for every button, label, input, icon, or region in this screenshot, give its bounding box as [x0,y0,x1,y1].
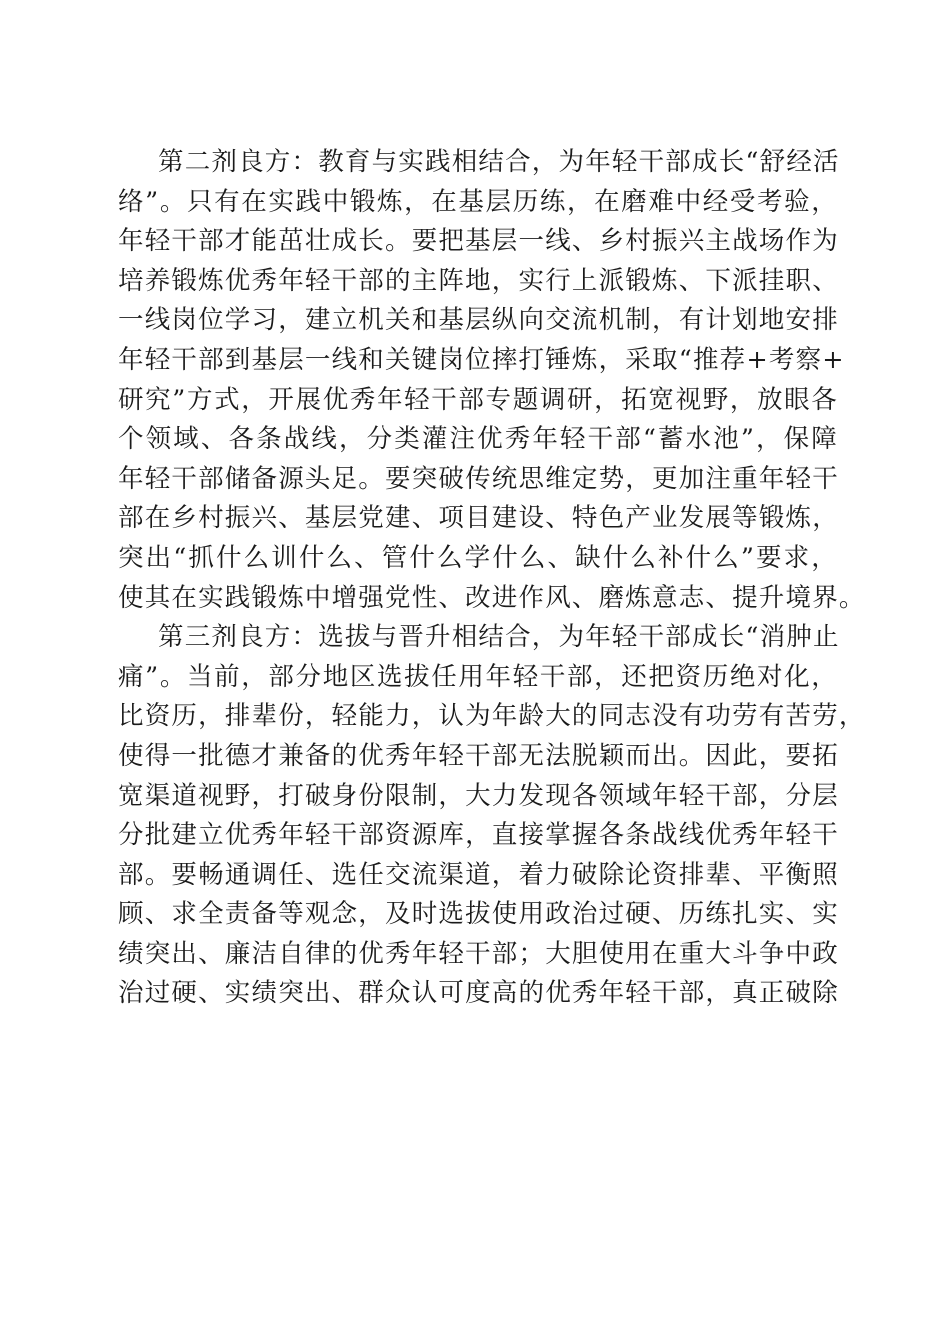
text-line: 第三剂良方：选拔与晋升相结合，为年轻干部成长“消肿止 [158,622,840,653]
text-line: 宽渠道视野，打破身份限制，大力发现各领域年轻干部，分层 [118,780,839,811]
text-line: 部在乡村振兴、基层党建、项目建设、特色产业发展等锻炼， [118,503,839,534]
paragraph-second-remedy [118,143,866,618]
text-line: 突出“抓什么训什么、管什么学什么、缺什么补什么”要求， [118,542,838,573]
text-line: 分批建立优秀年轻干部资源库，直接掌握各条战线优秀年轻干 [118,820,839,851]
text-line: 研究”方式，开展优秀年轻干部专题调研，拓宽视野，放眼各 [118,384,838,415]
paragraph-third-remedy [118,618,866,1014]
text-line: 绩突出、廉洁自律的优秀年轻干部；大胆使用在重大斗争中政 [118,938,839,969]
text-line: 年轻干部到基层一线和关键岗位摔打锤炼，采取“推荐+考察+ [118,344,845,375]
text-line: 使其在实践锻炼中增强党性、改进作风、磨炼意志、提升境界。 [118,582,866,613]
text-line: 络”。只有在实践中锻炼，在基层历练，在磨难中经受考验， [118,186,838,217]
text-line: 第二剂良方：教育与实践相结合，为年轻干部成长“舒经活 [158,147,840,177]
body-text [118,143,866,1014]
text-line: 培养锻炼优秀年轻干部的主阵地，实行上派锻炼、下派挂职、 [118,265,839,296]
text-line: 比资历，排辈份，轻能力，认为年龄大的同志没有功劳有苦劳， [118,701,866,732]
text-line: 年轻干部储备源头足。要突破传统思维定势，更加注重年轻干 [118,463,839,494]
text-line: 顾、求全责备等观念，及时选拔使用政治过硬、历练扎实、实 [118,899,839,930]
text-line: 部。要畅通调任、选任交流渠道，着力破除论资排辈、平衡照 [118,859,839,890]
text-line: 使得一批德才兼备的优秀年轻干部无法脱颖而出。因此，要拓 [118,740,839,771]
text-line: 痛”。当前，部分地区选拔任用年轻干部，还把资历绝对化， [118,661,838,692]
text-line: 治过硬、实绩突出、群众认可度高的优秀年轻干部，真正破除 [118,978,839,1009]
text-line: 年轻干部才能茁壮成长。要把基层一线、乡村振兴主战场作为 [118,226,839,257]
text-line: 一线岗位学习，建立机关和基层纵向交流机制，有计划地安排 [118,305,839,336]
text-line: 个领域、各条战线，分类灌注优秀年轻干部“蓄水池”，保障 [118,424,838,455]
